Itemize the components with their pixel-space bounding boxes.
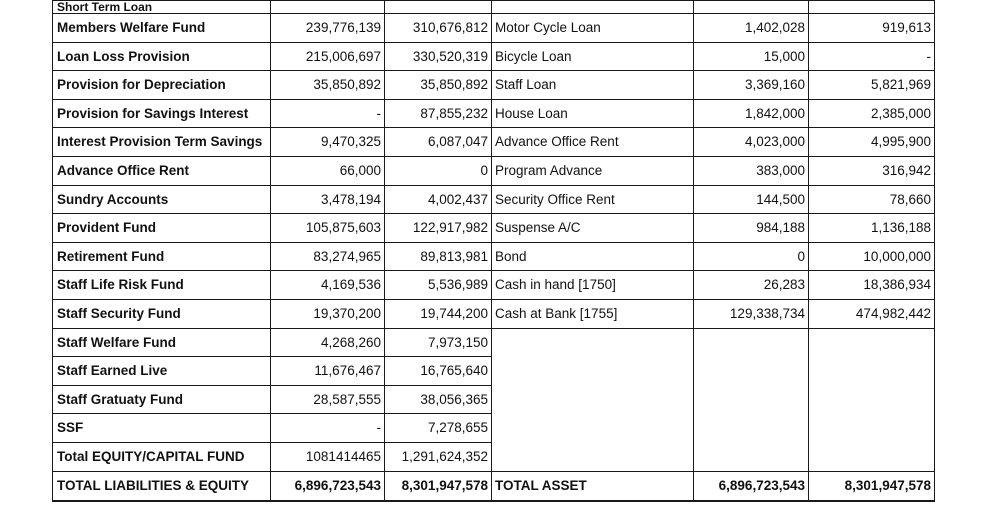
cell-l-v1: 239,776,139: [271, 14, 385, 43]
cell-r-v2: [809, 414, 935, 443]
cell-l-v1: -: [271, 99, 385, 128]
cell-l-v2: 5,536,989: [385, 271, 492, 300]
cell-r-v1: 1,842,000: [694, 99, 809, 128]
table-row: [53, 357, 935, 386]
cell-l-v2: 1,291,624,352: [385, 442, 492, 471]
cell-r-label: [492, 328, 694, 357]
cell-r-label: Bond: [492, 242, 694, 271]
table-row: [53, 14, 935, 43]
cell-r-label: Staff Loan: [492, 71, 694, 100]
cell-r-v2: [809, 357, 935, 386]
balance-sheet-table: [52, 0, 935, 502]
table-row: [53, 414, 935, 443]
table-row: [53, 42, 935, 71]
cell-l-v1: 19,370,200: [271, 299, 385, 328]
cell-l-label: Provision for Savings Interest: [53, 99, 271, 128]
cell-l-v1: 83,274,965: [271, 242, 385, 271]
table-row: [53, 328, 935, 357]
cell-l-label: Staff Life Risk Fund: [53, 271, 271, 300]
cell-r-v1: 26,283: [694, 271, 809, 300]
cell-r-label: [492, 442, 694, 471]
cell-l-v2: 38,056,365: [385, 385, 492, 414]
cell-r-v2: 474,982,442: [809, 299, 935, 328]
cell-r-v1: [694, 442, 809, 471]
cell-l-label: Staff Gratuaty Fund: [53, 385, 271, 414]
cell-l-label: Staff Security Fund: [53, 299, 271, 328]
cell-r-v2: [809, 328, 935, 357]
cell-r-v1: 3,369,160: [694, 71, 809, 100]
cell-l-v2: 87,855,232: [385, 99, 492, 128]
table-row: [53, 156, 935, 185]
cut-label: Short Term Loan: [53, 1, 271, 14]
cell-l-v2: 330,520,319: [385, 42, 492, 71]
total-l-v1: 6,896,723,543: [271, 471, 385, 501]
cell-l-label: Advance Office Rent: [53, 156, 271, 185]
cell-r-v1: 383,000: [694, 156, 809, 185]
cell-r-v1: 1,402,028: [694, 14, 809, 43]
cell-l-v2: 310,676,812: [385, 14, 492, 43]
cell-l-label: Staff Earned Live: [53, 357, 271, 386]
table-row: [53, 71, 935, 100]
cell-r-label: [492, 385, 694, 414]
cell-r-label: Cash at Bank [1755]: [492, 299, 694, 328]
table-row: [53, 242, 935, 271]
table-row: [53, 185, 935, 214]
table-row: [53, 128, 935, 157]
cell-l-v1: 11,676,467: [271, 357, 385, 386]
cell-l-v2: 7,973,150: [385, 328, 492, 357]
cell-l-label: SSF: [53, 414, 271, 443]
cell-l-v2: 4,002,437: [385, 185, 492, 214]
cell-r-label: Security Office Rent: [492, 185, 694, 214]
total-r-label: TOTAL ASSET: [492, 471, 694, 501]
cell-l-v1: 1081414465: [271, 442, 385, 471]
cell-l-v2: 35,850,892: [385, 71, 492, 100]
cell-r-label: Program Advance: [492, 156, 694, 185]
cell-l-v1: 35,850,892: [271, 71, 385, 100]
table-row: [53, 442, 935, 471]
cell-r-v2: [809, 442, 935, 471]
cell-r-v2: 2,385,000: [809, 99, 935, 128]
total-l-label: TOTAL LIABILITIES & EQUITY: [53, 471, 271, 501]
cell-r-v2: 4,995,900: [809, 128, 935, 157]
total-row: [53, 471, 935, 501]
cell-l-v2: 122,917,982: [385, 214, 492, 243]
cell-r-label: Bicycle Loan: [492, 42, 694, 71]
cell-l-v2: 0: [385, 156, 492, 185]
cell-r-label: [492, 357, 694, 386]
cell-r-label: Motor Cycle Loan: [492, 14, 694, 43]
cell-r-v2: 1,136,188: [809, 214, 935, 243]
total-l-v2: 8,301,947,578: [385, 471, 492, 501]
cell-l-label: Interest Provision Term Savings: [53, 128, 271, 157]
cell-l-label: Members Welfare Fund: [53, 14, 271, 43]
table-row-cut: [53, 1, 935, 14]
balance-sheet: [52, 0, 934, 509]
cell-l-v2: 7,278,655: [385, 414, 492, 443]
cell-r-v1: 129,338,734: [694, 299, 809, 328]
cell-r-v1: [694, 414, 809, 443]
table-row: [53, 299, 935, 328]
table-body: [53, 1, 935, 501]
cell-r-v1: 0: [694, 242, 809, 271]
cell-r-v2: 78,660: [809, 185, 935, 214]
cell-r-label: House Loan: [492, 99, 694, 128]
cell-l-v2: 6,087,047: [385, 128, 492, 157]
cell-l-v1: 66,000: [271, 156, 385, 185]
cell-l-v2: 89,813,981: [385, 242, 492, 271]
cell-l-label: Loan Loss Provision: [53, 42, 271, 71]
cell-l-label: Staff Welfare Fund: [53, 328, 271, 357]
table-row: [53, 99, 935, 128]
table-row: [53, 385, 935, 414]
cell-l-v1: 28,587,555: [271, 385, 385, 414]
cell-r-v2: 919,613: [809, 14, 935, 43]
cell-r-label: Suspense A/C: [492, 214, 694, 243]
cell-l-v1: 9,470,325: [271, 128, 385, 157]
cell-r-v1: 4,023,000: [694, 128, 809, 157]
cell-r-v1: 15,000: [694, 42, 809, 71]
cell-r-label: [492, 414, 694, 443]
cell-l-label: Total EQUITY/CAPITAL FUND: [53, 442, 271, 471]
cell-r-v1: 984,188: [694, 214, 809, 243]
cell-r-v2: 10,000,000: [809, 242, 935, 271]
cell-r-v1: 144,500: [694, 185, 809, 214]
cell-l-v1: 4,169,536: [271, 271, 385, 300]
cell-r-label: Advance Office Rent: [492, 128, 694, 157]
cell-l-label: Provision for Depreciation: [53, 71, 271, 100]
cell-r-v1: [694, 357, 809, 386]
cell-l-v2: 19,744,200: [385, 299, 492, 328]
cell-l-v1: 105,875,603: [271, 214, 385, 243]
cell-r-label: Cash in hand [1750]: [492, 271, 694, 300]
table-row: [53, 214, 935, 243]
cell-l-v1: -: [271, 414, 385, 443]
total-r-v1: 6,896,723,543: [694, 471, 809, 501]
cell-l-label: Retirement Fund: [53, 242, 271, 271]
total-r-v2: 8,301,947,578: [809, 471, 935, 501]
cell-l-v1: 4,268,260: [271, 328, 385, 357]
cell-l-v2: 16,765,640: [385, 357, 492, 386]
table-row: [53, 271, 935, 300]
cell-r-v2: 316,942: [809, 156, 935, 185]
cell-r-v2: [809, 385, 935, 414]
cell-r-v2: -: [809, 42, 935, 71]
cell-l-label: Provident Fund: [53, 214, 271, 243]
cell-l-label: Sundry Accounts: [53, 185, 271, 214]
cell-l-v1: 3,478,194: [271, 185, 385, 214]
cell-r-v1: [694, 328, 809, 357]
cell-r-v1: [694, 385, 809, 414]
cell-r-v2: 5,821,969: [809, 71, 935, 100]
cell-r-v2: 18,386,934: [809, 271, 935, 300]
cell-l-v1: 215,006,697: [271, 42, 385, 71]
